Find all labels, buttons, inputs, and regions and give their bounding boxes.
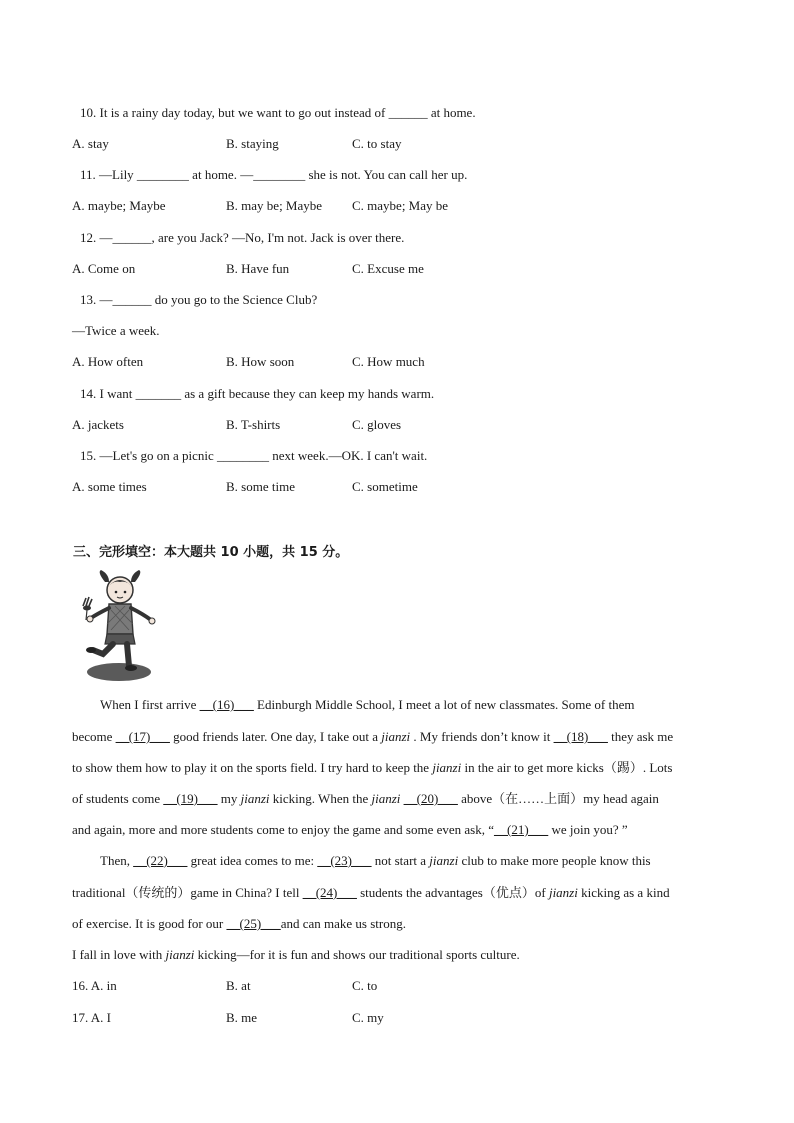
blank-24: __(24)___	[302, 885, 357, 900]
section-heading: 三、完形填空：本大题共 10 小题，共 15 分。	[73, 545, 349, 560]
question-13-option-b: B. How soon	[226, 354, 295, 369]
passage-text: club to make more people know this	[458, 853, 651, 868]
question-10-option-a: A. stay	[72, 136, 109, 151]
passage-text: kicking—for it is fun and shows our traditional sports culture.	[194, 947, 520, 962]
passage-text: they ask me	[607, 729, 674, 744]
question-10-stem: 10. It is a rainy day today, but we want to go out instead of ______ at home.	[80, 105, 476, 120]
question-11-option-a: A. maybe; Maybe	[72, 198, 166, 213]
question-12-option-a: A. Come on	[72, 261, 136, 276]
passage-text: to show them how to play it on the sports field. I try hard to keep the	[72, 760, 433, 775]
question-13-reply: —Twice a week.	[72, 323, 160, 338]
passage-text: . My friends don’t know it	[410, 729, 554, 744]
question-13-option-a: A. How often	[72, 354, 144, 369]
question-17-option-c: C. my	[352, 1010, 384, 1025]
passage-line-2	[72, 729, 722, 745]
question-11-option-b: B. may be; Maybe	[226, 198, 323, 213]
passage-line-7	[72, 885, 722, 901]
passage-text: become	[72, 729, 116, 744]
passage-text: and again, more and more students come to enjoy the game and some even ask, “	[72, 822, 495, 837]
blank-20: __(20)___	[403, 791, 458, 806]
question-14-option-c: C. gloves	[352, 417, 402, 432]
blank-23: __(23)___	[317, 853, 372, 868]
passage-text: and can make us strong.	[280, 916, 406, 931]
question-10-option-c: C. to stay	[352, 136, 402, 151]
question-16-option-a: 16. A. in	[72, 978, 117, 993]
passage-line-9	[72, 947, 722, 963]
question-14-stem: 14. I want _______ as a gift because they can keep my hands warm.	[80, 386, 435, 401]
question-13-option-c: C. How much	[352, 354, 425, 369]
jianzi-word: jianzi	[240, 791, 270, 806]
passage-text: we join you? ”	[548, 822, 628, 837]
passage-text: great idea comes to me:	[187, 853, 318, 868]
jianzi-word: jianzi	[432, 760, 462, 775]
passage-text: of students come	[72, 791, 164, 806]
question-17-option-b: B. me	[226, 1010, 258, 1025]
blank-16: __(16)___	[199, 697, 254, 712]
question-11-option-c: C. maybe; May be	[352, 198, 449, 213]
question-12-option-b: B. Have fun	[226, 261, 290, 276]
question-16-option-c: C. to	[352, 978, 378, 993]
passage-line-8	[72, 916, 722, 932]
jianzi-word: jianzi	[371, 791, 401, 806]
question-14-option-a: A. jackets	[72, 417, 124, 432]
blank-17: __(17)___	[115, 729, 170, 744]
question-15-option-b: B. some time	[226, 479, 295, 494]
jianzi-word: jianzi	[381, 729, 411, 744]
question-12-stem: 12. —______, are you Jack? —No, I'm not. Jack is over there.	[80, 230, 405, 245]
passage-text: When I first arrive	[100, 697, 200, 712]
passage-text: Edinburgh Middle School, I meet a lot of new classmates. Some of them	[253, 697, 635, 712]
passage-text: traditional（传统的）game in China? I tell	[72, 885, 303, 900]
question-15-stem: 15. —Let's go on a picnic ________ next week.—OK. I can't wait.	[80, 448, 428, 463]
question-14-option-b: B. T-shirts	[226, 417, 281, 432]
blank-21: __(21)___	[494, 822, 549, 837]
passage-text: students the advantages（优点）of	[356, 885, 549, 900]
question-16-option-b: B. at	[226, 978, 251, 993]
question-15-option-a: A. some times	[72, 479, 147, 494]
passage-text: in the air to get more kicks（踢）. Lots	[461, 760, 673, 775]
blank-25: __(25)___	[226, 916, 281, 931]
jianzi-word: jianzi	[429, 853, 459, 868]
girl-kicking-jianzi-illustration	[75, 568, 159, 684]
passage-text: kicking as a kind	[577, 885, 670, 900]
passage-text: good friends later. One day, I take out a	[169, 729, 382, 744]
passage-text: not start a	[371, 853, 430, 868]
passage-text: above（在……上面）my head again	[457, 791, 659, 806]
question-12-option-c: C. Excuse me	[352, 261, 424, 276]
question-10-option-b: B. staying	[226, 136, 279, 151]
passage-text: of exercise. It is good for our	[72, 916, 227, 931]
blank-18: __(18)___	[553, 729, 608, 744]
jianzi-word: jianzi	[165, 947, 195, 962]
passage-text: I fall in love with	[72, 947, 166, 962]
blank-22: __(22)___	[133, 853, 188, 868]
passage-text: my	[217, 791, 241, 806]
passage-line-3	[72, 760, 722, 776]
passage-line-4	[72, 791, 722, 807]
question-11-stem: 11. —Lily ________ at home. —________ she is not. You can call her up.	[80, 167, 468, 182]
passage-line-6	[100, 853, 750, 869]
jianzi-word: jianzi	[548, 885, 578, 900]
passage-text: kicking. When the	[269, 791, 372, 806]
question-17-option-a: 17. A. I	[72, 1010, 111, 1025]
question-15-option-c: C. sometime	[352, 479, 418, 494]
passage-line-1	[100, 697, 750, 713]
passage-line-5	[72, 822, 722, 838]
blank-19: __(19)___	[163, 791, 218, 806]
question-13-stem: 13. —______ do you go to the Science Club?	[80, 292, 318, 307]
passage-text: Then,	[100, 853, 134, 868]
